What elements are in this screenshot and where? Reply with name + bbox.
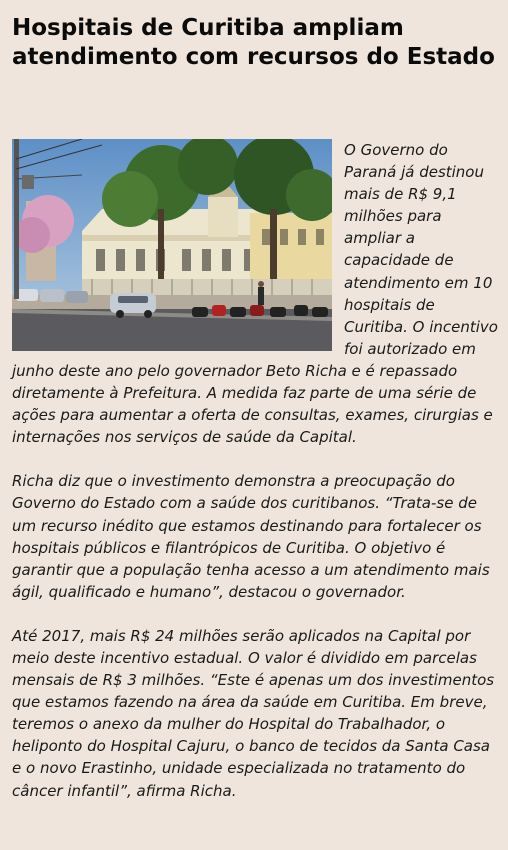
paragraph-3: Até 2017, mais R$ 24 milhões serão aplicados na Capital por meio deste incentivo estadual. O valor é dividido em parcelas mensais de R$ 3 milhões. “Este é apenas um dos investimentos que estamos fazendo na área da saúde em Curitiba. Em breve, teremos o anexo da mulher do Hospital do Trabalhador, o heliponto do Hospital Cajuru, o banco de tecidos da Santa Casa e o novo Erastinho, unidade especializada no tratamento do câncer infantil”, afirma Richa. [12,626,495,800]
hospital-street-photo [12,139,332,351]
photo-illustration [12,139,332,351]
headline: Hospitais de Curitiba ampliam atendimento com recursos do Estado [12,15,495,70]
paragraph-1: O Governo do Paraná já destinou mais de R$ 9,1 milhões para ampliar a capacidade de atendimento em 10 hospitais de Curitiba. O incentivo foi autorizado em junho deste ano pelo governador Beto Richa e é repassado diretamente à Prefeitura. A medida faz parte de uma série de ações para aumentar a oferta de consultas, exames, cirurgias e internações nos serviços de saúde da Capital. [12,141,498,447]
paragraph-2: Richa diz que o investimento demonstra a preocupação do Governo do Estado com a saúde dos curitibanos. “Trata-se de um recurso inédito que estamos destinando para fortalecer os hospitais públicos e filantrópicos de Curitiba. O objetivo é garantir que a população tenha acesso a um atendimento mais ágil, qualificado e humano”, destacou o governador. [12,472,490,601]
article-body [12,139,500,824]
